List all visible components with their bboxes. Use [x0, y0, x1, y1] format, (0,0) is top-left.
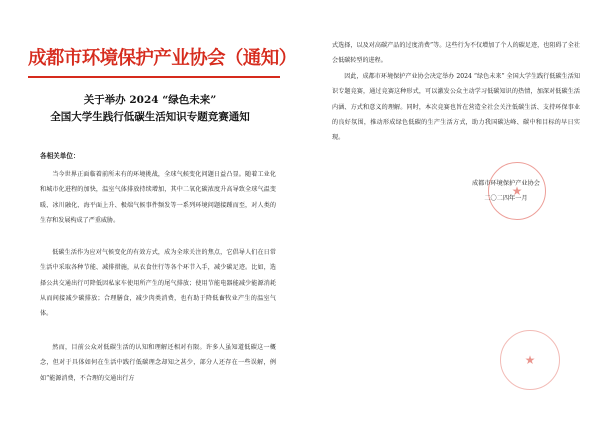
signature-org: 成都市环境保护产业协会	[471, 180, 540, 187]
seal-watermark	[500, 330, 560, 390]
masthead-title: 成都市环境保护产业协会（通知）	[28, 48, 297, 69]
paragraph-4: 因此，成都市环境保护产业协会决定举办 2024 “绿色未来” 全国大学生践行低碳生活知识专题竞赛，通过竞赛这种形式，可以激发公众主动学习低碳知识的热情，加深对低碳生活内涵、方式和意义的理解。同时，本次竞赛也旨在营造全社会关注低碳生活、支持环保事业的良好氛围，推动形成绿色低碳的生产生活方式，助力我国碳达峰、碳中和目标的早日实现。	[332, 73, 580, 142]
right-page	[300, 0, 600, 423]
paragraph-continued: 式选择，以及对高碳产品的过度消费”等。这些行为不仅增加了个人的碳足迹，也阻碍了全社会低碳转型的进程。	[332, 42, 580, 65]
signature-date: 二〇二四年一月	[484, 195, 528, 202]
notice-title-line2: 全国大学生践行低碳生活知识专题竞赛通知	[50, 111, 250, 123]
seal-watermark-star-icon: ★	[524, 353, 536, 367]
notice-title-line1: 关于举办 2024 “绿色未来”	[83, 94, 217, 106]
paragraph-1: 当今世界正面临着前所未有的环境挑战，全球气候变化问题日益凸显。随着工业化和城市化进程的加快，温室气体排放持续增加，其中二氧化碳浓度升高导致全球气温变暖、冰川融化、海平面上升、极端气候事件频发等一系列环境问题接踵而至，对人类的生存和发展构成了严重威胁。	[40, 171, 276, 224]
paragraph-2: 低碳生活作为应对气候变化的有效方式，成为全球关注的焦点，它倡导人们在日常生活中采取各种节能、减排措施，从衣食住行等各个环节入手，减少碳足迹。比如，选择公共交通出行可降低因私家车使用所产生的尾气排放；使用节能电器能减少能源消耗从而间接减少碳排放；合理膳食，减少肉类消费，也有助于降低畜牧业产生的温室气体。	[40, 249, 276, 318]
signature-block	[472, 176, 540, 206]
paragraph-3: 然而，目前公众对低碳生活的认知和理解还相对有限。许多人虽知道低碳这一概念，但对于具体如何在生活中践行低碳理念却知之甚少，部分人还存在一些误解，例如“能源消费，不合理的交通出行方	[40, 344, 276, 382]
masthead-divider	[28, 76, 280, 78]
seal-star-icon: ★	[511, 184, 523, 198]
salutation: 各相关单位：	[40, 152, 80, 160]
